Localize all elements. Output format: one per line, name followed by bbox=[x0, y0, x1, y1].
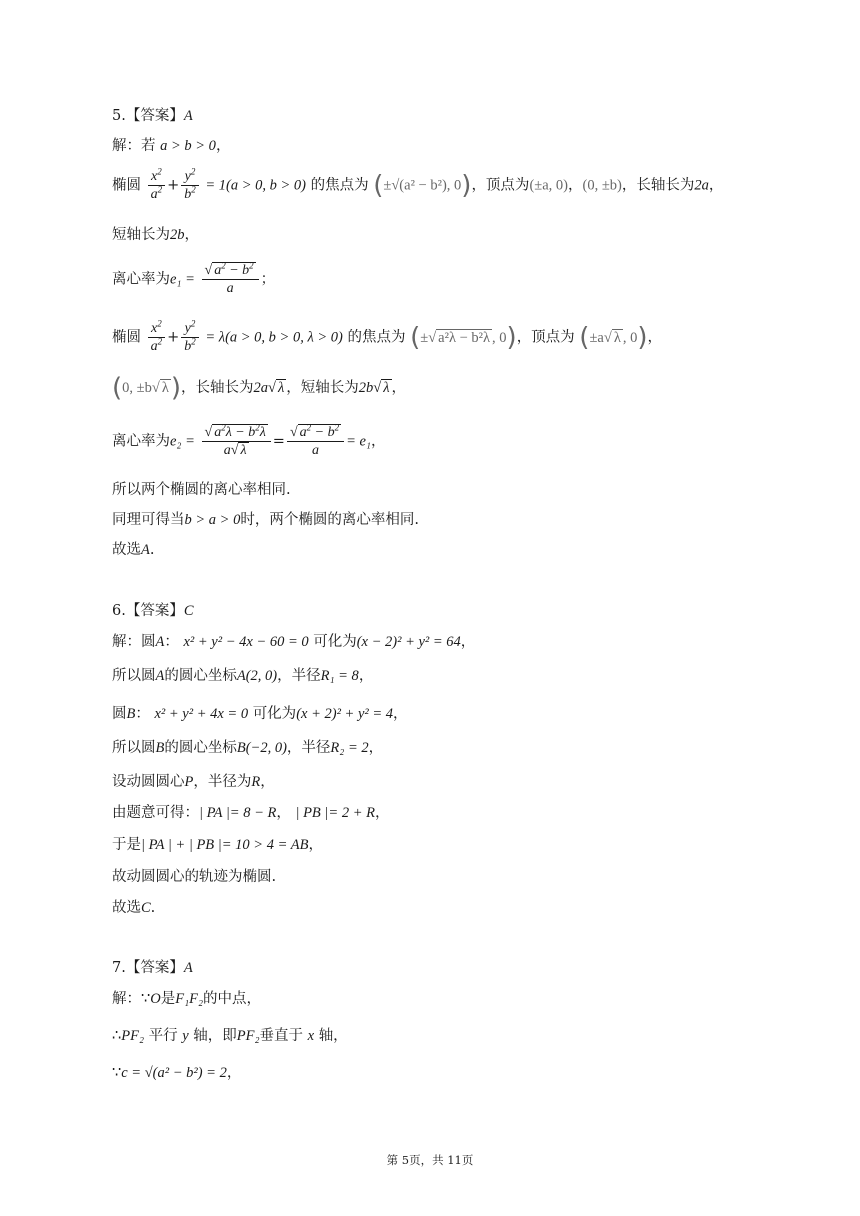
solution-line: 所以圆B的圆心坐标B(−2, 0)，半径R₂ = 2， bbox=[112, 740, 384, 756]
solution-line: 解：若 a > b > 0， bbox=[112, 138, 231, 154]
solution-line: 故选A. bbox=[112, 542, 155, 558]
answer-heading-7: 7.【答案】A bbox=[112, 960, 193, 976]
solution-line: 同理可得当b > a > 0时，两个椭圆的离心率相同. bbox=[112, 512, 419, 528]
solution-line: 由题意可得：| PA |= 8 − R， | PB |= 2 + R， bbox=[112, 805, 390, 821]
solution-line: 椭圆 $\frac{x^2}{a^2}$ + $\frac{y^2}{b^2}$ = λ(a > 0, b > 0, λ > 0) 的焦点为 (±√ a²λ − b²λ , 0)，顶点为 (±a√ λ , 0)， bbox=[112, 318, 662, 354]
page-footer: 第 5页，共 11页 bbox=[386, 1153, 474, 1167]
solution-line: ∵c = √(a² − b²) = 2， bbox=[112, 1065, 242, 1081]
solution-line: 所以圆A的圆心坐标A(2, 0)，半径R₁ = 8， bbox=[112, 668, 374, 684]
solution-line: 故选C. bbox=[112, 900, 156, 916]
fraction: $\frac{√ a^2\lambda - b^2\lambda}{a√ \lambda}$ bbox=[202, 424, 271, 459]
solution-line: 解：圆A： x² + y² − 4x − 60 = 0 可化为(x − 2)² + y² = 64， bbox=[112, 634, 476, 650]
fraction: $\frac{x^2}{a^2}$ bbox=[148, 168, 166, 203]
fraction: $\frac{√ a^2 - b^2}{a}$ bbox=[202, 262, 259, 297]
fraction: $\frac{y^2}{b^2}$ bbox=[181, 168, 199, 203]
solution-line: 离心率为e₁ = $\frac{√ a^2 - b^2}{a}$ ； bbox=[112, 260, 276, 296]
fraction: $\frac{√ a^2 - b^2}{a}$ bbox=[287, 424, 344, 459]
answer-heading-6: 6.【答案】C bbox=[112, 603, 194, 619]
solution-line: 解：∵O是F₁F₂的中点， bbox=[112, 991, 262, 1007]
solution-line: 所以两个椭圆的离心率相同. bbox=[112, 482, 291, 498]
solution-line: 圆B： x² + y² + 4x = 0 可化为(x + 2)² + y² = 4， bbox=[112, 706, 408, 722]
solution-line: 设动圆圆心P，半径为R， bbox=[112, 774, 275, 790]
solution-line: 短轴长为2b， bbox=[112, 227, 199, 243]
solution-line: 椭圆 $\frac{x^2}{a^2}$ + $\frac{y^2}{b^2}$ = 1(a > 0, b > 0) 的焦点为 (±√(a² − b²), 0)，顶点为(±a, 0)，(0, ±b)，长轴长为2a， bbox=[112, 166, 724, 202]
fraction: $\frac{y^2}{b^2}$ bbox=[181, 320, 199, 355]
solution-line: 离心率为e₂ = $\frac{√ a^2\lambda - b^2\lambda}{a√ \lambda}$ = $\frac{√ a^2 - b^2}{a}$ = e₁， bbox=[112, 422, 386, 458]
solution-line: 于是| PA | + | PB |= 10 > 4 = AB， bbox=[112, 837, 323, 853]
solution-line: ∴PF₂ 平行 y 轴，即PF₂垂直于 x 轴， bbox=[112, 1028, 348, 1044]
solution-line: (0, ±b√ λ)，长轴长为2a√ λ ，短轴长为2b√ λ ， bbox=[112, 373, 407, 403]
solution-line: 故动圆圆心的轨迹为椭圆. bbox=[112, 869, 277, 885]
fraction: $\frac{x^2}{a^2}$ bbox=[148, 320, 166, 355]
answer-heading-5: 5.【答案】A bbox=[112, 108, 193, 124]
